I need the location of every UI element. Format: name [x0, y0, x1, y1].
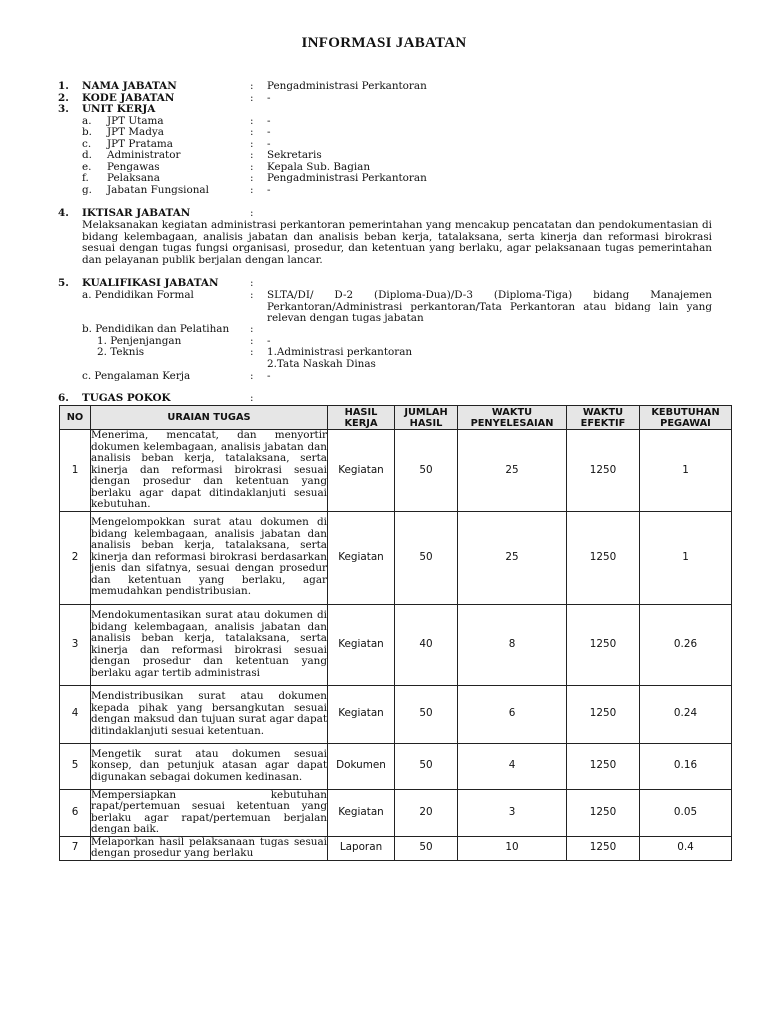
cell-waktu-efektif: 1250: [567, 836, 640, 860]
tugas-pokok-table: [59, 405, 732, 861]
field-label: 1. Penjenjangan: [97, 335, 182, 347]
field-label: NAMA JABATAN: [82, 80, 177, 92]
cell-waktu-efektif: 1250: [567, 789, 640, 836]
pendidikan-formal-value: SLTA/DI/ D-2 (Diploma-Dua)/D-3 (Diploma-Tiga) bidang Manajemen Perkantoran/Administrasi perkantoran/Tata Perkantoran atau bidang lain yang relevan dengan tugas jabatan: [267, 289, 712, 324]
colon: :: [250, 126, 254, 138]
item-label: JPT Utama: [107, 115, 164, 127]
table-row: [60, 685, 732, 743]
header-uraian-tugas: URAIAN TUGAS: [91, 406, 328, 430]
cell-kebutuhan: 0.24: [640, 685, 732, 743]
cell-waktu-penyelesaian: 25: [458, 430, 567, 512]
field-label: a. Pendidikan Formal: [82, 289, 194, 301]
field-label: b. Pendidikan dan Pelatihan: [82, 323, 230, 335]
colon: :: [250, 392, 254, 404]
item-value: Pengadministrasi Perkantoran: [267, 172, 427, 184]
table-row: [60, 604, 732, 685]
colon: :: [250, 277, 254, 289]
cell-no: 5: [60, 743, 91, 789]
page-title: INFORMASI JABATAN: [301, 35, 467, 51]
cell-waktu-penyelesaian: 4: [458, 743, 567, 789]
colon: :: [250, 346, 254, 358]
item-letter: c.: [82, 138, 92, 150]
cell-kebutuhan: 0.26: [640, 604, 732, 685]
cell-jumlah: 50: [395, 836, 458, 860]
field-value: -: [267, 335, 271, 347]
cell-jumlah: 20: [395, 789, 458, 836]
item-label: JPT Pratama: [107, 138, 173, 150]
item-value: Sekretaris: [267, 149, 322, 161]
cell-waktu-efektif: 1250: [567, 430, 640, 512]
cell-uraian: Mengelompokkan surat atau dokumen di bidang kelembagaan, analisis jabatan dan analisis beban kerja, tatalaksana, serta kinerja dan reformasi birokrasi berdasarkan jenis dan sifatnya, sesuai dengan prosedur dan ketentuan yang berlaku, agar memudahkan pendistribusian.: [91, 511, 328, 604]
item-label: Administrator: [107, 149, 181, 161]
field-value: Pengadministrasi Perkantoran: [267, 80, 427, 92]
field-label: KODE JABATAN: [82, 92, 175, 104]
table-row: [60, 836, 732, 860]
section-number: 3.: [58, 103, 69, 115]
cell-no: 4: [60, 685, 91, 743]
field-label: 2. Teknis: [97, 346, 145, 358]
cell-hasil: Laporan: [328, 836, 395, 860]
section-number: 4.: [58, 207, 69, 219]
header-jumlah-hasil: JUMLAH HASIL: [395, 406, 458, 430]
item-value: Kepala Sub. Bagian: [267, 161, 371, 173]
colon: :: [250, 80, 254, 92]
colon: :: [250, 149, 254, 161]
section-number: 2.: [58, 92, 69, 104]
field-value: -: [267, 92, 271, 104]
table-row: [60, 511, 732, 604]
cell-jumlah: 50: [395, 511, 458, 604]
item-label: Pelaksana: [107, 172, 160, 184]
colon: :: [250, 323, 254, 335]
cell-jumlah: 40: [395, 604, 458, 685]
section-label: TUGAS POKOK: [82, 392, 171, 404]
cell-no: 2: [60, 511, 91, 604]
header-no: NO: [60, 406, 91, 430]
table-header-row: [60, 406, 732, 430]
section-label: IKTISAR JABATAN: [82, 207, 191, 219]
cell-hasil: Kegiatan: [328, 604, 395, 685]
item-letter: g.: [82, 184, 92, 196]
cell-uraian: Melaporkan hasil pelaksanaan tugas sesuai dengan prosedur yang berlaku: [91, 836, 327, 859]
cell-kebutuhan: 1: [640, 511, 732, 604]
cell-hasil: Dokumen: [328, 743, 395, 789]
cell-kebutuhan: 0.05: [640, 789, 732, 836]
section-number: 6.: [58, 392, 69, 404]
cell-no: 3: [60, 604, 91, 685]
cell-jumlah: 50: [395, 743, 458, 789]
colon: :: [250, 172, 254, 184]
colon: :: [250, 184, 254, 196]
colon: :: [250, 138, 254, 150]
iktisar-paragraph: Melaksanakan kegiatan administrasi perkantoran pemerintahan yang mencakup pencatatan dan pendokumentasian di bidang kelembagaan, analisis jabatan dan analisis beban kerja, tatalaksana, serta kinerja dan reformasi birokrasi sesuai dengan tugas fungsi organisasi, prosedur, dan ketentuan yang berlaku, agar pelaksanaan tugas pemerintahan dan pelayanan publik berjalan dengan lancar.: [82, 219, 712, 266]
cell-uraian: Mempersiapkan kebutuhan rapat/pertemuan sesuai ketentuan yang berlaku agar rapat/pertemuan berjalan dengan baik.: [91, 789, 327, 835]
header-kebutuhan-pegawai: KEBUTUHAN PEGAWAI: [640, 406, 732, 430]
item-letter: e.: [82, 161, 92, 173]
field-label: UNIT KERJA: [82, 103, 156, 115]
colon: :: [250, 92, 254, 104]
item-label: JPT Madya: [107, 126, 164, 138]
item-letter: a.: [82, 115, 92, 127]
table-row: [60, 743, 732, 789]
cell-hasil: Kegiatan: [328, 511, 395, 604]
section-number: 1.: [58, 80, 69, 92]
cell-waktu-penyelesaian: 8: [458, 604, 567, 685]
table-row: [60, 430, 732, 512]
item-value: -: [267, 138, 271, 150]
colon: :: [250, 335, 254, 347]
cell-uraian: Mengetik surat atau dokumen sesuai konsep, dan petunjuk atasan agar dapat digunakan sebagai dokumen kedinasan.: [91, 743, 328, 789]
cell-waktu-penyelesaian: 6: [458, 685, 567, 743]
header-waktu-efektif: WAKTU EFEKTIF: [567, 406, 640, 430]
cell-uraian: Mendistribusikan surat atau dokumen kepada pihak yang bersangkutan sesuai dengan maksud dan tujuan surat agar dapat ditindaklanjuti sesuai ketentuan.: [91, 685, 328, 743]
cell-no: 6: [60, 789, 91, 836]
field-value: 1.Administrasi perkantoran: [267, 346, 413, 358]
cell-kebutuhan: 0.4: [640, 836, 732, 860]
item-letter: d.: [82, 149, 92, 161]
cell-waktu-penyelesaian: 3: [458, 789, 567, 836]
item-label: Pengawas: [107, 161, 160, 173]
header-hasil-kerja: HASIL KERJA: [328, 406, 395, 430]
item-label: Jabatan Fungsional: [107, 184, 209, 196]
cell-no: 1: [60, 430, 91, 512]
item-letter: b.: [82, 126, 92, 138]
section-number: 5.: [58, 277, 69, 289]
colon: :: [250, 115, 254, 127]
item-value: -: [267, 126, 271, 138]
section-label: KUALIFIKASI JABATAN: [82, 277, 219, 289]
cell-jumlah: 50: [395, 685, 458, 743]
cell-waktu-penyelesaian: 25: [458, 511, 567, 604]
field-value: -: [267, 370, 271, 382]
item-value: -: [267, 184, 271, 196]
cell-kebutuhan: 1: [640, 430, 732, 512]
colon: :: [250, 289, 254, 301]
cell-waktu-penyelesaian: 10: [458, 836, 567, 860]
item-letter: f.: [82, 172, 89, 184]
cell-waktu-efektif: 1250: [567, 604, 640, 685]
cell-uraian: Mendokumentasikan surat atau dokumen di bidang kelembagaan, analisis jabatan dan analisis beban kerja, tatalaksana, serta kinerja dan reformasi birokrasi sesuai dengan prosedur dan ketentuan yang berlaku agar tertib administrasi: [91, 604, 328, 685]
colon: :: [250, 161, 254, 173]
field-label: c. Pengalaman Kerja: [82, 370, 191, 382]
cell-waktu-efektif: 1250: [567, 511, 640, 604]
table-row: [60, 789, 732, 836]
cell-hasil: Kegiatan: [328, 789, 395, 836]
cell-jumlah: 50: [395, 430, 458, 512]
cell-no: 7: [60, 836, 91, 860]
cell-kebutuhan: 0.16: [640, 743, 732, 789]
field-value: 2.Tata Naskah Dinas: [267, 358, 376, 370]
item-value: -: [267, 115, 271, 127]
cell-uraian: Menerima, mencatat, dan menyortir dokumen kelembagaan, analisis jabatan dan analisis beban kerja, tatalaksana, serta kinerja dan reformasi birokrasi sesuai dengan prosedur dan ketentuan yang berlaku agar dapat ditindaklanjuti sesuai kebutuhan.: [91, 429, 327, 510]
cell-hasil: Kegiatan: [328, 685, 395, 743]
cell-waktu-efektif: 1250: [567, 685, 640, 743]
colon: :: [250, 207, 254, 219]
colon: :: [250, 370, 254, 382]
cell-waktu-efektif: 1250: [567, 743, 640, 789]
header-waktu-penyelesaian: WAKTU PENYELESAIAN: [458, 406, 567, 430]
cell-hasil: Kegiatan: [328, 430, 395, 512]
